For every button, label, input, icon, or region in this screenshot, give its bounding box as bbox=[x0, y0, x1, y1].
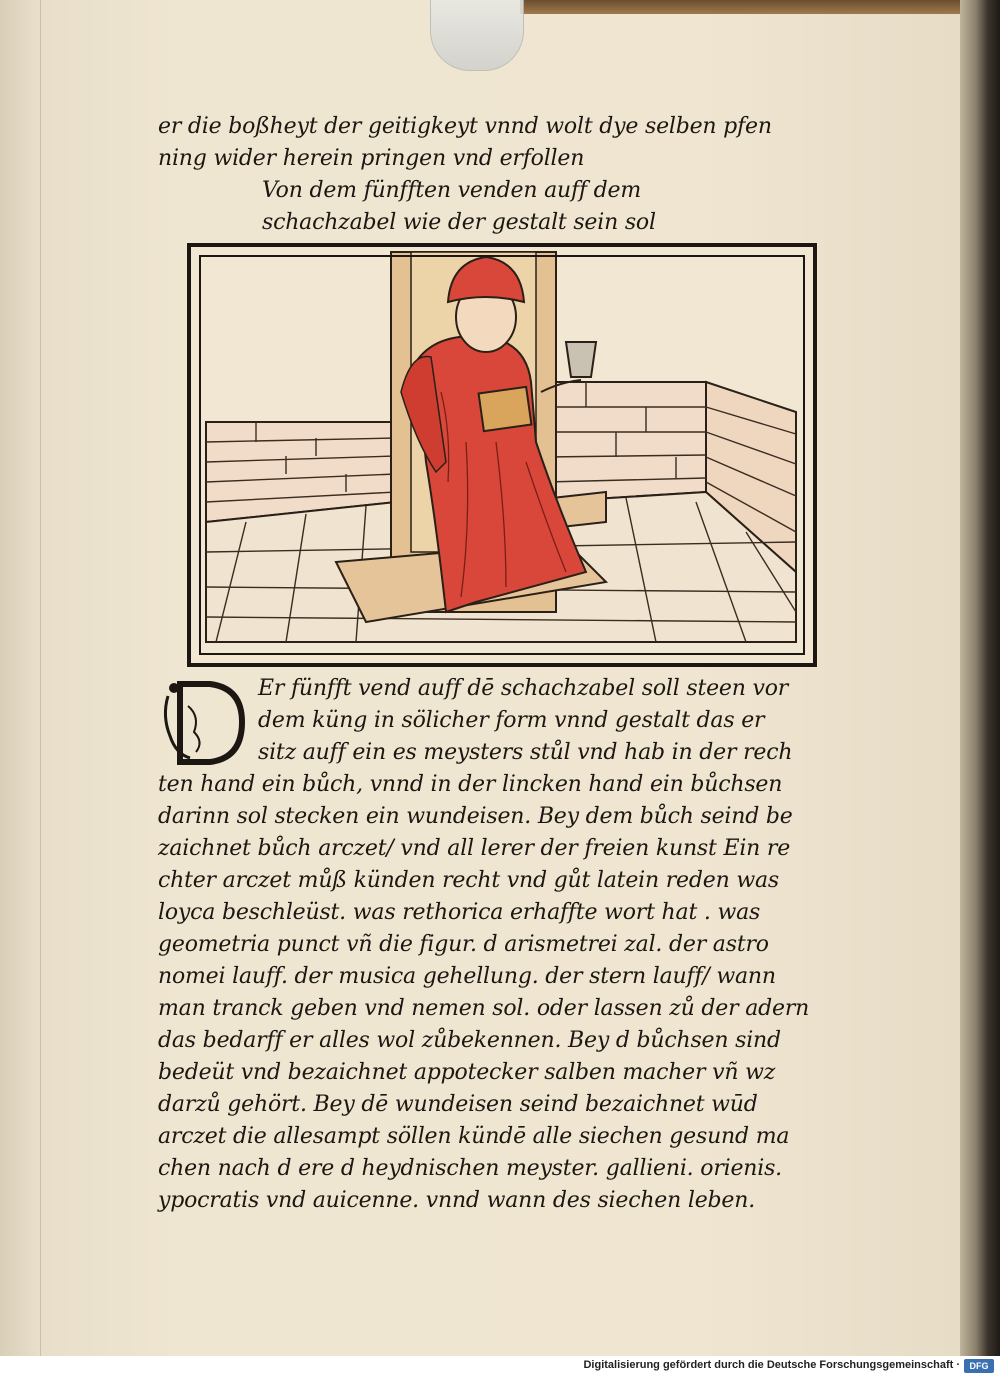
funding-notice: Digitalisierung gefördert durch die Deutsche Forschungsgemeinschaft · bbox=[583, 1359, 960, 1371]
book-spine-edge bbox=[960, 0, 1000, 1356]
binding-strip bbox=[520, 0, 1000, 14]
previous-page-edge bbox=[0, 0, 41, 1356]
body-line-13: bedeüt vnd bezaichnet appotecker salben macher vñ wz bbox=[158, 1060, 776, 1085]
chapter-heading-line-2: schachzabel wie der gestalt sein sol bbox=[262, 210, 656, 235]
body-line-2: dem küng in sölicher form vnnd gestalt das er bbox=[258, 708, 765, 733]
body-line-7: chter arczet můß künden recht vnd gůt latein reden was bbox=[158, 868, 779, 893]
funding-footer bbox=[0, 1356, 1000, 1377]
body-line-9: geometria punct vñ die figur. d arismetrei zal. der astro bbox=[158, 932, 769, 957]
body-line-14: darzů gehört. Bey dē wundeisen seind bezaichnet wūd bbox=[158, 1092, 758, 1117]
body-line-3: sitz auff ein es meysters stůl vnd hab in der rech bbox=[258, 740, 793, 765]
body-line-6: zaichnet bůch arczet/ vnd all lerer der freien kunst Ein re bbox=[158, 836, 791, 861]
body-line-12: das bedarff er alles wol zůbekennen. Bey d bůchsen sind bbox=[158, 1028, 781, 1053]
body-line-5: darinn sol stecken ein wundeisen. Bey dem bůch seind be bbox=[158, 804, 793, 829]
page-clip bbox=[430, 0, 524, 71]
body-line-15: arczet die allesampt söllen kündē alle siechen gesund ma bbox=[158, 1124, 790, 1149]
dfg-logo-icon: DFG bbox=[964, 1359, 994, 1373]
decorated-initial-d bbox=[160, 676, 248, 768]
text-top-line-1: er die boßheyt der geitigkeyt vnnd wolt dye selben pfen bbox=[158, 114, 772, 139]
body-line-1: Er fünfft vend auff dē schachzabel soll steen vor bbox=[258, 676, 789, 701]
seated-physician-woodcut bbox=[186, 242, 818, 668]
text-top-line-2: ning wider herein pringen vnd erfollen bbox=[158, 146, 585, 171]
body-line-16: chen nach d ere d heydnischen meyster. gallieni. orienis. bbox=[158, 1156, 782, 1181]
body-line-17: ypocratis vnd auicenne. vnnd wann des siechen leben. bbox=[158, 1188, 755, 1213]
body-line-4: ten hand ein bůch, vnnd in der lincken hand ein bůchsen bbox=[158, 772, 783, 797]
body-line-11: man tranck geben vnd nemen sol. oder lassen zů der adern bbox=[158, 996, 810, 1021]
body-line-8: loyca beschleüst. was rethorica erhaffte wort hat . was bbox=[158, 900, 761, 925]
chapter-heading-line-1: Von dem fünfften venden auff dem bbox=[262, 178, 642, 203]
body-line-10: nomei lauff. der musica gehellung. der stern lauff/ wann bbox=[158, 964, 776, 989]
